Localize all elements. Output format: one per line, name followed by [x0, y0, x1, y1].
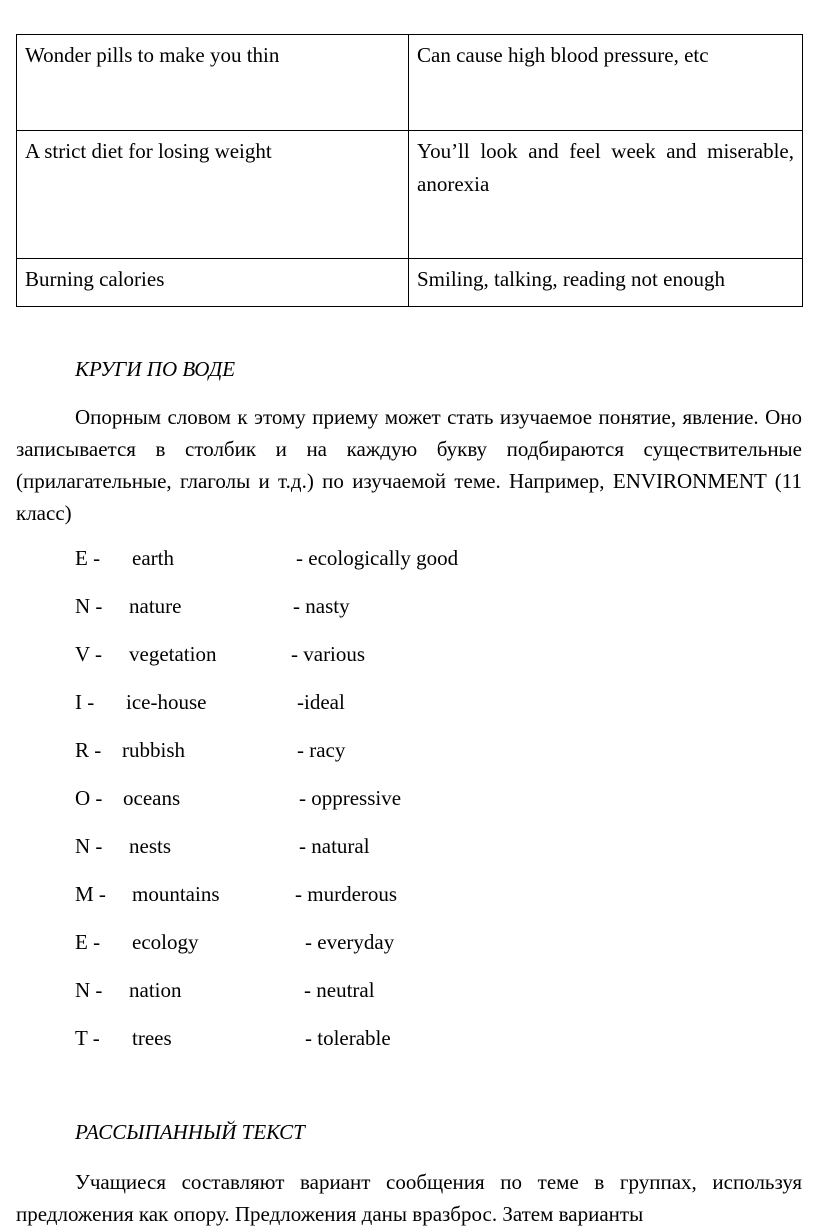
table-cell: A strict diet for losing weight: [17, 131, 409, 259]
acrostic-adjective: - various: [291, 642, 366, 666]
acrostic-letter: E -: [75, 546, 101, 570]
acrostic-letter: O -: [75, 786, 103, 810]
acrostic-adjective: - neutral: [304, 978, 375, 1002]
acrostic-noun: ice-house: [126, 690, 207, 714]
comparison-table: [16, 34, 803, 307]
acrostic-adjective: - everyday: [305, 930, 395, 954]
table-row: [17, 259, 803, 307]
table-row: [17, 35, 803, 131]
table-cell: Can cause high blood pressure, etc: [409, 35, 803, 131]
acrostic-noun: earth: [132, 546, 174, 570]
acrostic-noun: mountains: [132, 882, 220, 906]
table-cell: Smiling, talking, reading not enough: [409, 259, 803, 307]
acrostic-letter: E -: [75, 930, 101, 954]
paragraph-text: Опорным словом к этому приему может стать изучаемое понятие, явление. Оно записывается в столбик и на каждую букву подбираются существительные (прилагательные, глаголы и т.д.) по изучаемой теме. Например, ENVIRONMENT (11 класс): [16, 405, 802, 525]
table-cell: Wonder pills to make you thin: [17, 35, 409, 131]
section-heading: РАССЫПАННЫЙ ТЕКСТ: [75, 1120, 305, 1144]
table-cell: Burning calories: [17, 259, 409, 307]
paragraph-text: Учащиеся составляют вариант сообщения по теме в группах, используя предложения как опору. Предложения даны вразброс. Затем варианты: [16, 1170, 802, 1226]
table-cell: You’ll look and feel week and miserable, anorexia: [409, 131, 803, 259]
acrostic-letter: V -: [75, 642, 103, 666]
acrostic-noun: vegetation: [129, 642, 217, 666]
acrostic-adjective: - nasty: [293, 594, 350, 618]
section-heading: КРУГИ ПО ВОДЕ: [75, 357, 236, 381]
acrostic-noun: nature: [129, 594, 182, 618]
body-paragraph: [16, 1166, 802, 1230]
acrostic-letter: N -: [75, 978, 103, 1002]
acrostic-letter: N -: [75, 834, 103, 858]
acrostic-letter: I -: [75, 690, 95, 714]
body-paragraph: [16, 401, 802, 529]
acrostic-noun: ecology: [132, 930, 199, 954]
table-row: [17, 131, 803, 259]
acrostic-noun: trees: [132, 1026, 172, 1050]
acrostic-adjective: - murderous: [295, 882, 398, 906]
acrostic-adjective: - natural: [299, 834, 370, 858]
acrostic-adjective: - tolerable: [305, 1026, 391, 1050]
acrostic-adjective: -ideal: [297, 690, 345, 714]
acrostic-noun: rubbish: [122, 738, 185, 762]
acrostic-letter: T -: [75, 1026, 100, 1050]
acrostic-letter: N -: [75, 594, 103, 618]
acrostic-adjective: - ecologically good: [296, 546, 459, 570]
acrostic-noun: nation: [129, 978, 182, 1002]
acrostic-adjective: - racy: [297, 738, 346, 762]
acrostic-noun: oceans: [123, 786, 181, 810]
acrostic-noun: nests: [129, 834, 171, 858]
acrostic-letter: M -: [75, 882, 106, 906]
acrostic-adjective: - oppressive: [299, 786, 402, 810]
acrostic-letter: R -: [75, 738, 102, 762]
